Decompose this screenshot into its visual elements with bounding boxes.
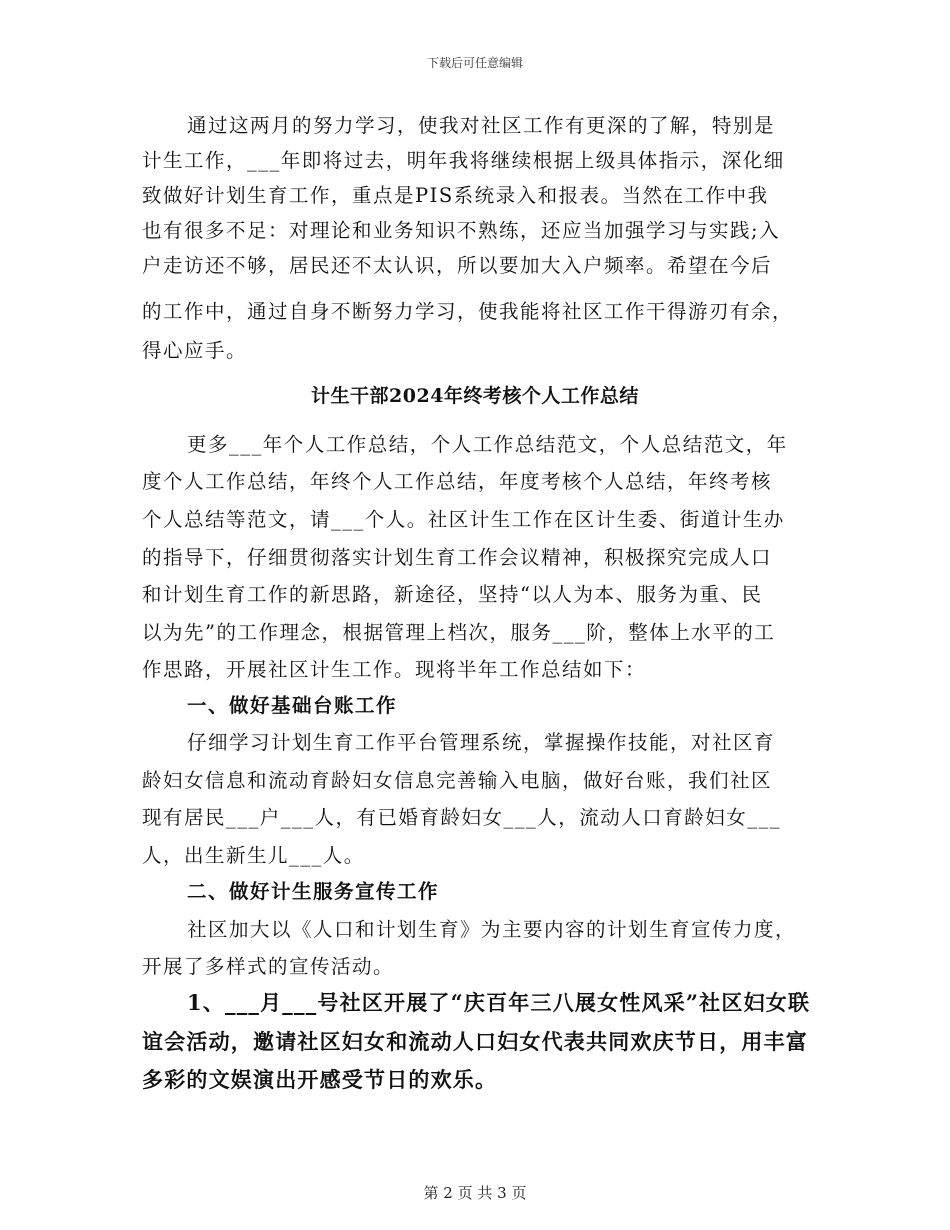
body-line: 致做好计划生育工作，重点是PIS系统录入和报表。当然在工作中我 bbox=[142, 184, 769, 207]
section-title: 计生干部2024年终考核个人工作总结 bbox=[311, 385, 639, 407]
body-line: 开展了多样式的宣传活动。 bbox=[142, 955, 395, 978]
body-line: 和计划生育工作的新思路，新途径，坚持“以人为本、服务为重、民 bbox=[142, 583, 763, 606]
bold-line: 1、___月___号社区开展了“庆百年三八展女性风采”社区妇女联 bbox=[187, 990, 811, 1015]
body-line: 人，出生新生儿___人。 bbox=[142, 844, 365, 867]
body-line: 龄妇女信息和流动育龄妇女信息完善输入电脑，做好台账，我们社区 bbox=[142, 769, 773, 792]
page-header: 下载后可任意编辑 bbox=[426, 56, 523, 70]
body-line: 通过这两月的努力学习，使我对社区工作有更深的了解，特别是 bbox=[187, 114, 776, 137]
body-line: 户走访还不够，居民还不太认识，所以要加大入户频率。希望在今后 bbox=[142, 254, 773, 277]
body-line: 作思路，开展社区计生工作。现将半年工作总结如下： bbox=[142, 658, 647, 681]
body-line: 个人总结等范文，请___个人。社区计生工作在区计生委、街道计生办 bbox=[142, 508, 785, 531]
body-line: 计生工作，___年即将过去，明年我将继续根据上级具体指示，深化细 bbox=[142, 149, 785, 172]
body-line: 的工作中，通过自身不断努力学习，使我能将社区工作干得游刃有余， bbox=[142, 300, 794, 323]
bold-line: 谊会活动，邀请社区妇女和流动人口妇女代表共同欢庆节日，用丰富 bbox=[142, 1029, 808, 1054]
page-footer: 第 2 页 共 3 页 bbox=[423, 1184, 527, 1202]
subheading-1: 一、做好基础台账工作 bbox=[187, 694, 398, 717]
body-line: 也有很多不足：对理论和业务知识不熟练，还应当加强学习与实践;入 bbox=[142, 219, 781, 242]
body-line: 以为先”的工作理念，根据管理上档次，服务___阶，整体上水平的工 bbox=[142, 621, 776, 644]
body-line: 现有居民___户___人，有已婚育龄妇女___人，流动人口育龄妇女___ bbox=[142, 806, 782, 829]
body-line: 度个人工作总结，年终个人工作总结，年度考核个人总结，年终考核 bbox=[142, 470, 773, 493]
subheading-2: 二、做好计生服务宣传工作 bbox=[187, 880, 440, 903]
body-line: 更多___年个人工作总结，个人工作总结范文，个人总结范文，年 bbox=[187, 433, 788, 456]
body-line: 社区加大以《人口和计划生育》为主要内容的计划生育宣传力度， bbox=[187, 918, 797, 941]
bold-line: 多彩的文娱演出开感受节日的欢乐。 bbox=[142, 1067, 498, 1092]
body-line: 得心应手。 bbox=[142, 339, 248, 362]
body-line: 的指导下，仔细贯彻落实计划生育工作会议精神，积极探究完成人口 bbox=[142, 546, 773, 569]
body-line: 仔细学习计划生育工作平台管理系统，掌握操作技能，对社区育 bbox=[187, 731, 776, 754]
